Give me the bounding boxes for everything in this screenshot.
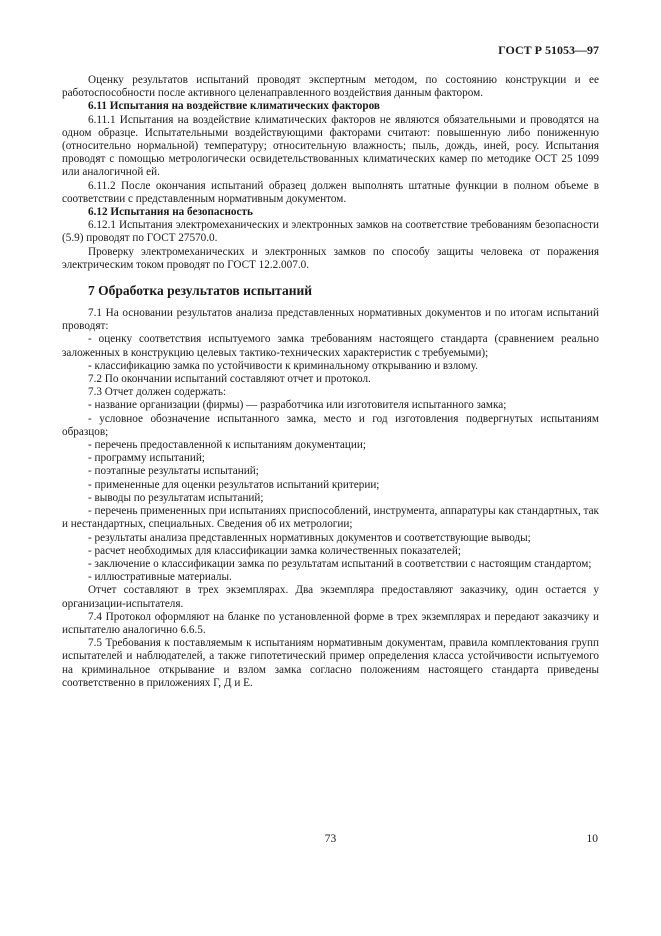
- list-item: - оценку соответствия испытуемого замка требованиям настоящего стандарта (сравнением реально заложенных в конструкцию целевых тактико-технических характеристик с требуемыми);: [62, 333, 599, 359]
- page-number-center: 73: [324, 833, 337, 845]
- list-item: - иллюстративные материалы.: [88, 571, 232, 584]
- list-item: - классификацию замка по устойчивости к криминальному открыванию и взлому.: [88, 359, 478, 372]
- list-item: - перечень предоставленной к испытаниям документации;: [88, 439, 366, 452]
- paragraph-7-3: 7.3 Отчет должен содержать:: [88, 386, 227, 399]
- page-number-right: 10: [586, 833, 598, 845]
- paragraph-7-5: 7.5 Требования к поставляемым к испытаниям нормативным документам, правила комплектования групп испытателей и наблюдателей, а также гипотетический пример определения класса устойчивости испытуемого на криминальное открывание и взлом замка согласно положениям настоящего стандарта приведены соответственно в приложениях Г, Д и Е.: [62, 637, 599, 689]
- list-item: - примененные для оценки результатов испытаний критерии;: [88, 478, 380, 491]
- list-item: - условное обозначение испытанного замка, место и год изготовления подвергнутых испытаниям образцов;: [62, 412, 599, 438]
- paragraph-6-12-1: 6.12.1 Испытания электромеханических и электронных замков на соответствие требованиям безопасности (5.9) проводят по ГОСТ 27570.0.: [62, 219, 599, 245]
- paragraph: Проверку электромеханических и электронных замков по способу защиты человека от поражения электрическим током проводят по ГОСТ 12.2.007.0.: [62, 245, 599, 271]
- section-heading-7: 7 Обработка результатов испытаний: [88, 283, 313, 299]
- paragraph-7-4: 7.4 Протокол оформляют на бланке по установленной форме в трех экземплярах и передают заказчику и испытателю аналогично 6.6.5.: [62, 610, 599, 636]
- page-body: [62, 74, 599, 690]
- paragraph: Отчет составляют в трех экземплярах. Два экземпляра предоставляют заказчику, один остается у организации-испытателя.: [62, 584, 599, 610]
- section-heading-6-11: 6.11 Испытания на воздействие климатических факторов: [88, 100, 380, 113]
- paragraph: Оценку результатов испытаний проводят экспертным методом, по состоянию конструкции и ее работоспособности после активного целенаправленного воздействия данным фактором.: [62, 74, 599, 100]
- list-item: - программу испытаний;: [88, 452, 205, 465]
- paragraph-6-11-1: 6.11.1 Испытания на воздействие климатических факторов не являются обязательными и проводятся на одном образце. Испытательными воздействующими факторами считают: повышенную либо пониженную (относительно нормальной) температуру; относительную влажность; пыль, дождь, иней, росу. Испытания проводят с помощью метрологически освидетельствованных климатических камер по методике ОСТ 25 1099 или аналогичной ей.: [62, 113, 599, 179]
- list-item: - выводы по результатам испытаний;: [88, 491, 264, 504]
- list-item: - расчет необходимых для классификации замка количественных показателей;: [88, 544, 461, 557]
- section-heading-6-12: 6.12 Испытания на безопасность: [88, 206, 253, 219]
- list-item: - заключение о классификации замка по результатам испытаний в соответствии с настоящим стандартом;: [88, 557, 592, 570]
- paragraph-7-1: 7.1 На основании результатов анализа представленных нормативных документов и по итогам испытаний проводят:: [62, 307, 599, 333]
- list-item: - результаты анализа представленных нормативных документов и соответствующие выводы;: [88, 531, 531, 544]
- list-item: - перечень примененных при испытаниях приспособлений, инструмента, аппаратуры как стандартных, так и нестандартных, специальных. Сведения об их метрологии;: [62, 505, 599, 531]
- list-item: - название организации (фирмы) — разработчика или изготовителя испытанного замка;: [88, 399, 507, 412]
- paragraph-6-11-2: 6.11.2 После окончания испытаний образец должен выполнять штатные функции в полном объеме в соответствии с представленным нормативным документом.: [62, 179, 599, 205]
- list-item: - поэтапные результаты испытаний;: [88, 465, 259, 478]
- paragraph-7-2: 7.2 По окончании испытаний составляют отчет и протокол.: [88, 373, 371, 386]
- document-code: ГОСТ Р 51053—97: [498, 43, 599, 57]
